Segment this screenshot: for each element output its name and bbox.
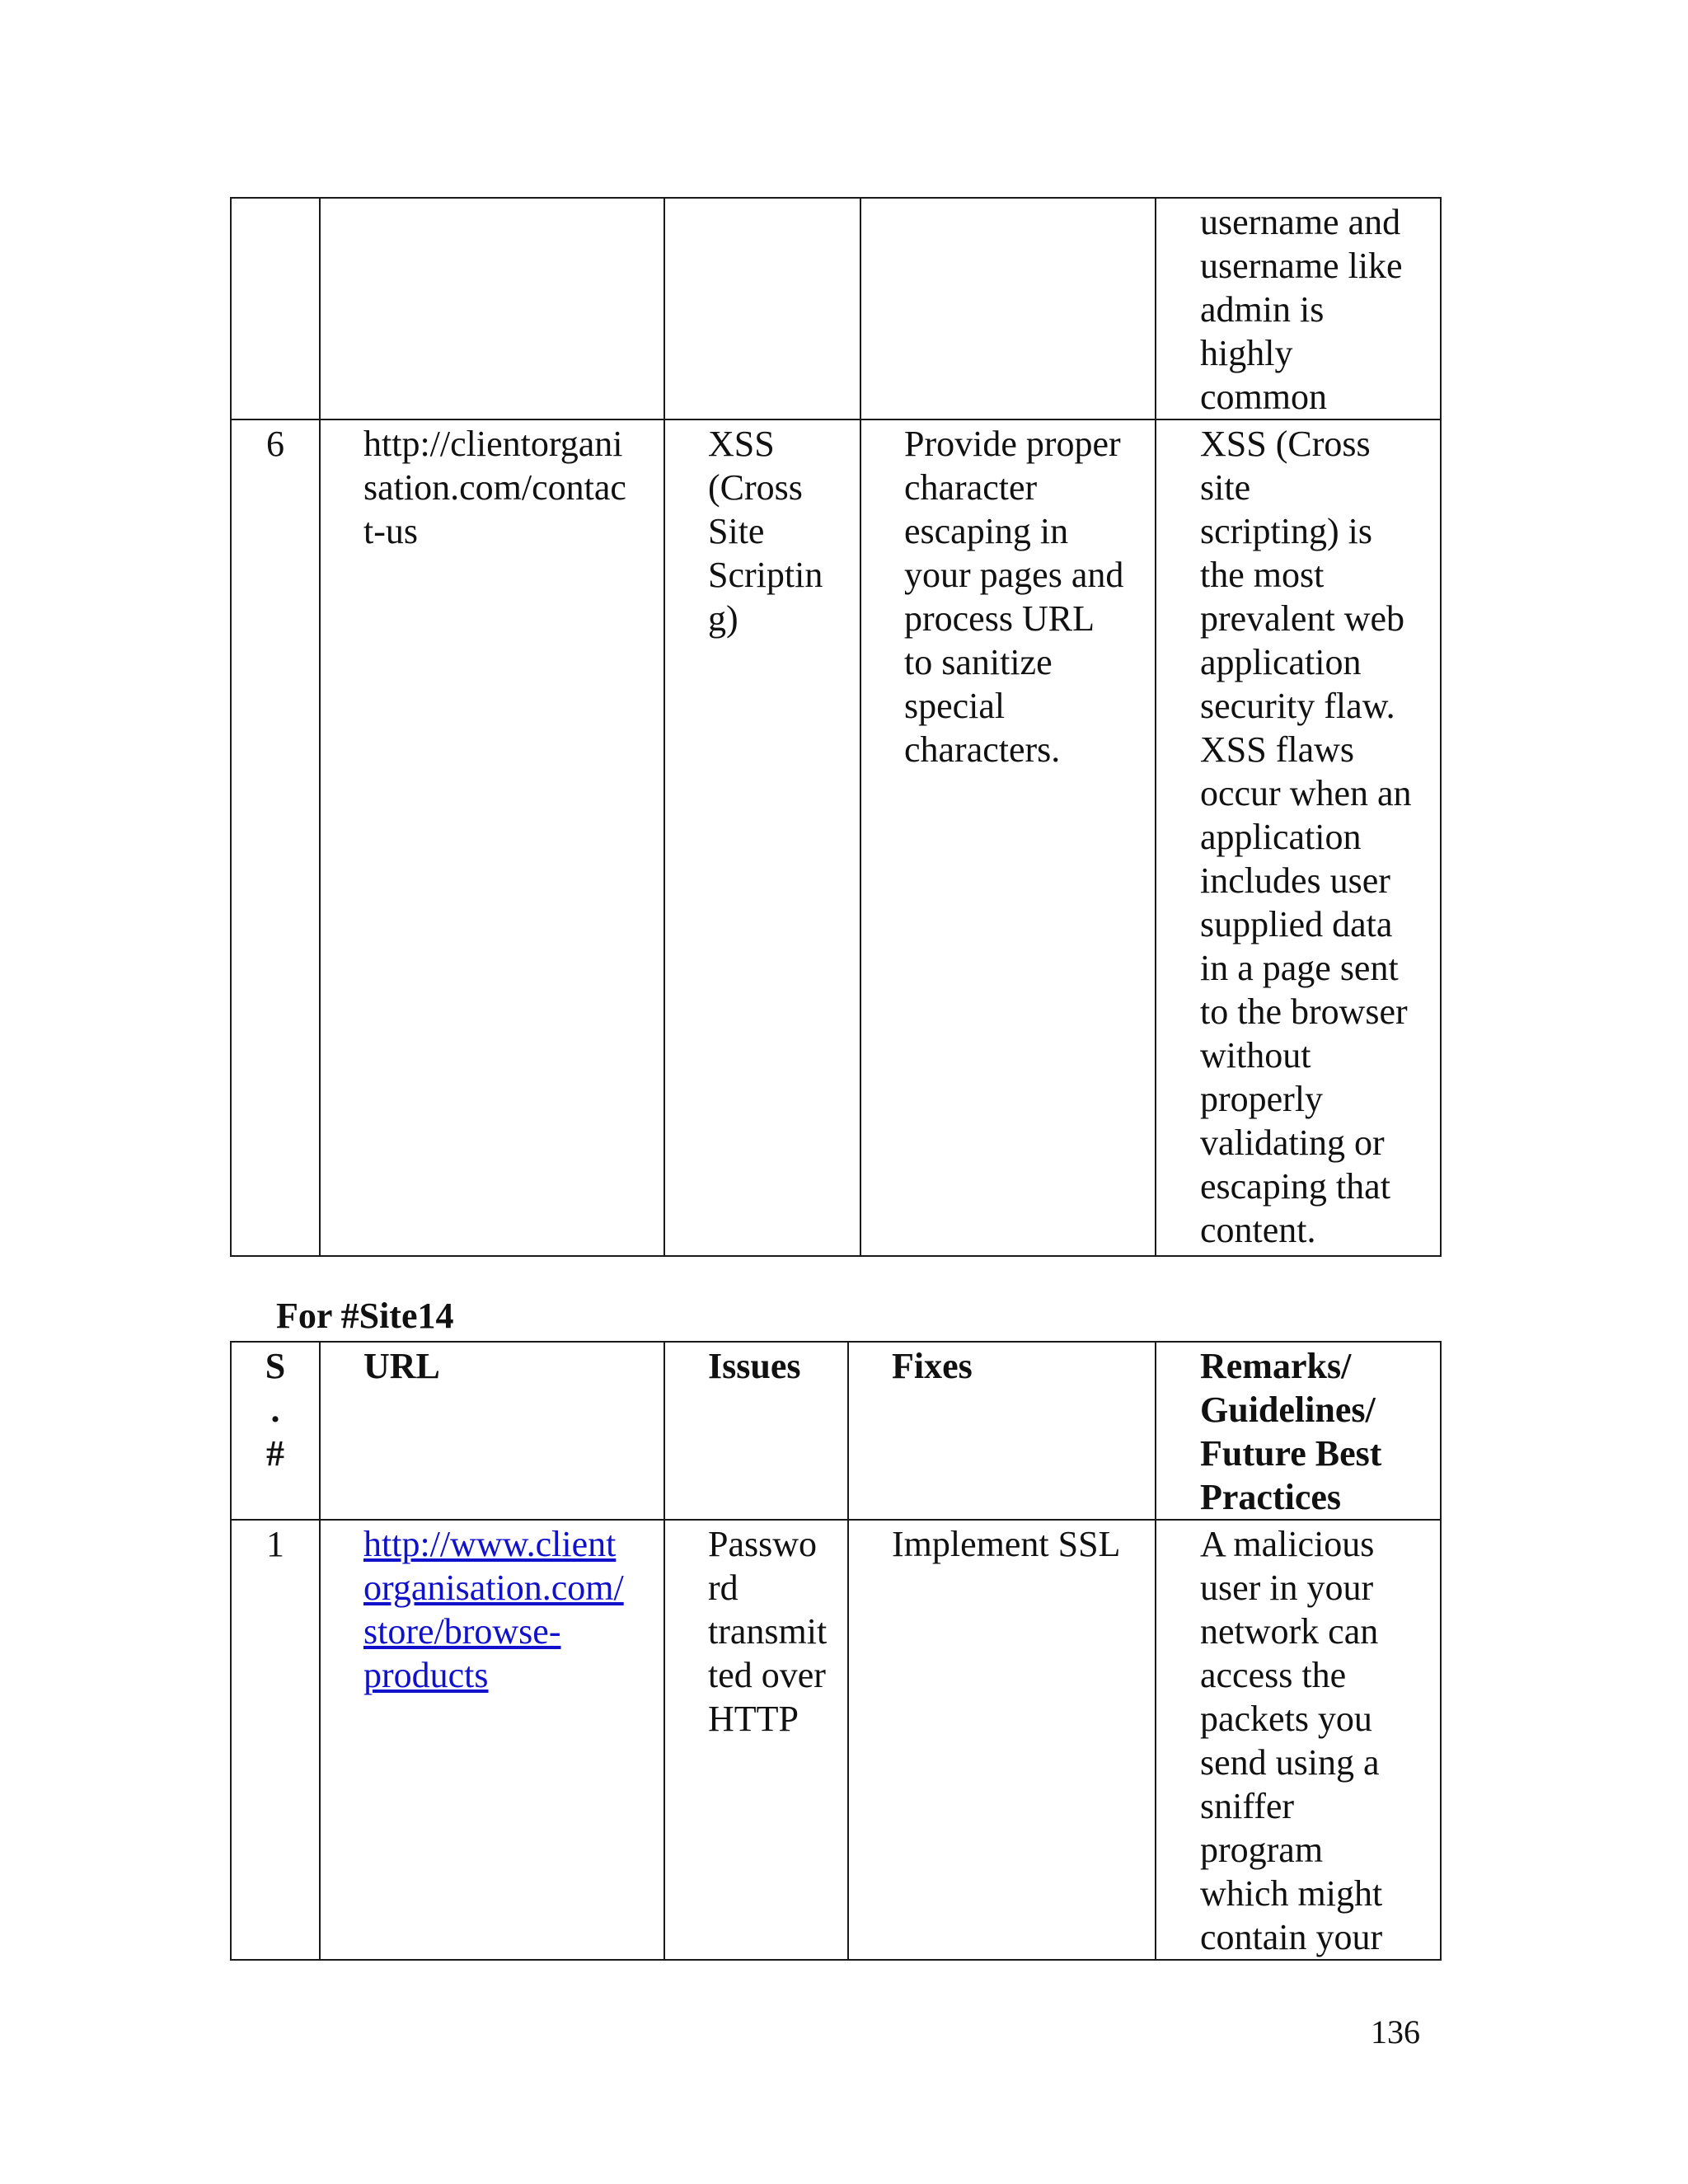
url-text: http://clientorgani sation.com/contac t-us bbox=[363, 424, 626, 551]
issues-cell bbox=[664, 1520, 848, 1960]
table-row bbox=[231, 198, 1441, 419]
header-remarks-text: Remarks/ Guidelines/ Future Best Practices bbox=[1200, 1346, 1382, 1517]
header-url-text: URL bbox=[363, 1346, 440, 1386]
sno-cell bbox=[231, 198, 320, 419]
findings-table-site14 bbox=[230, 1341, 1442, 1961]
url-cell bbox=[320, 419, 664, 1256]
sno-text: 1 bbox=[266, 1524, 284, 1564]
fixes-cell bbox=[860, 198, 1156, 419]
header-url bbox=[320, 1342, 664, 1520]
url-link[interactable]: http://www.client organisation.com/ store/browse- products bbox=[363, 1524, 624, 1695]
issues-cell bbox=[664, 419, 860, 1256]
header-sno-text: S . # bbox=[265, 1346, 286, 1474]
remarks-cell bbox=[1156, 198, 1441, 419]
sno-text: 6 bbox=[266, 424, 284, 464]
url-cell[interactable] bbox=[320, 1520, 664, 1960]
fixes-cell bbox=[848, 1520, 1156, 1960]
table-row bbox=[231, 419, 1441, 1256]
table-row bbox=[231, 1520, 1441, 1960]
remarks-cell bbox=[1156, 419, 1441, 1256]
header-remarks bbox=[1156, 1342, 1441, 1520]
header-issues bbox=[664, 1342, 848, 1520]
remarks-text: XSS (Cross site scripting) is the most prevalent web application security flaw. XSS flaws occur when an application includes user supplied data in a page sent to the browser without properly validating or escaping that content. bbox=[1200, 424, 1412, 1250]
issues-text: Passwo rd transmit ted over HTTP bbox=[708, 1524, 828, 1739]
sno-cell bbox=[231, 419, 320, 1256]
url-cell bbox=[320, 198, 664, 419]
header-fixes bbox=[848, 1342, 1156, 1520]
remarks-cell bbox=[1156, 1520, 1441, 1960]
fixes-text: Provide proper character escaping in your pages and process URL to sanitize special characters. bbox=[904, 424, 1124, 770]
table-header-row bbox=[231, 1342, 1441, 1520]
remarks-text: A malicious user in your network can access the packets you send using a sniffer program which might contain your bbox=[1200, 1524, 1383, 1957]
header-issues-text: Issues bbox=[708, 1346, 801, 1386]
fixes-text: Implement SSL bbox=[892, 1524, 1121, 1564]
site-heading: For #Site14 bbox=[276, 1296, 454, 1336]
issues-cell bbox=[664, 198, 860, 419]
findings-table-continued bbox=[230, 197, 1442, 1257]
remarks-text: username and username like admin is highly common bbox=[1200, 202, 1403, 417]
header-fixes-text: Fixes bbox=[892, 1346, 973, 1386]
page-number: 136 bbox=[1371, 2013, 1420, 2050]
issues-text: XSS (Cross Site Scriptin g) bbox=[708, 424, 823, 639]
fixes-cell bbox=[860, 419, 1156, 1256]
header-sno bbox=[231, 1342, 320, 1520]
sno-cell bbox=[231, 1520, 320, 1960]
